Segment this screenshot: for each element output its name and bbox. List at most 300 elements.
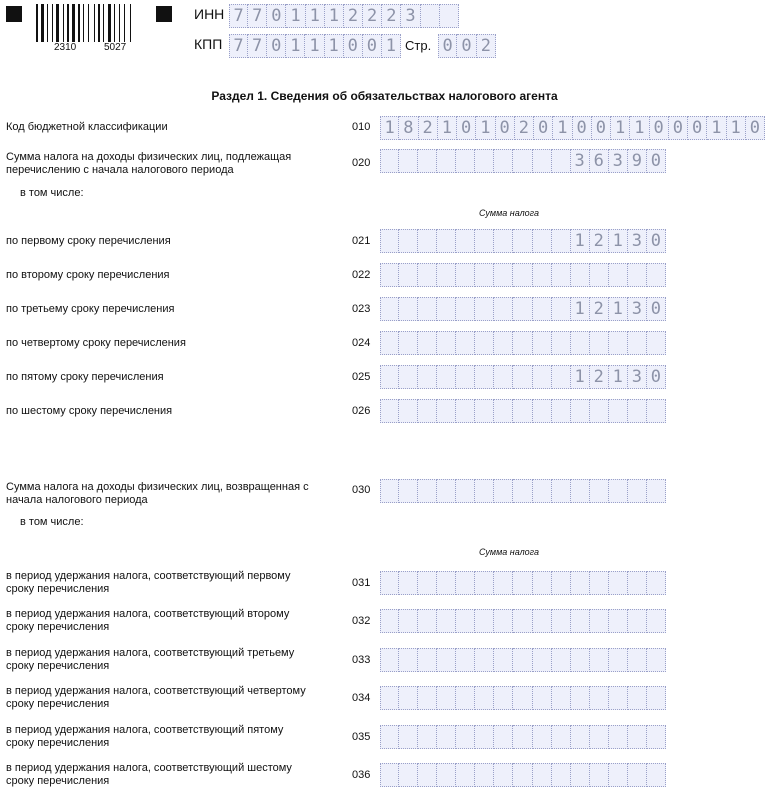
digit-cell xyxy=(380,648,399,672)
digit-cell xyxy=(418,571,437,595)
tax-due-row-field-024[interactable] xyxy=(380,331,666,355)
tax-returned-row-label-line2: сроку перечисления xyxy=(6,775,110,787)
digit-cell xyxy=(494,229,513,253)
digit-cell: 1 xyxy=(286,34,305,58)
tax-returned-column-header: Сумма налога xyxy=(479,547,540,557)
digit-cell xyxy=(590,763,609,787)
digit-cell xyxy=(513,331,532,355)
digit-cell: 0 xyxy=(647,229,666,253)
tax-returned-row-code: 035 xyxy=(352,731,371,743)
digit-cell xyxy=(513,725,532,749)
digit-cell: 1 xyxy=(611,116,630,140)
digit-cell xyxy=(399,149,418,173)
tax-due-row-field-026[interactable] xyxy=(380,399,666,423)
tax-returned-row-label-line1: в период удержания налога, соответствующий шестому xyxy=(6,762,292,774)
digit-cell: 7 xyxy=(229,4,248,28)
digit-cell: 1 xyxy=(325,4,344,28)
tax-due-label-line2: перечислению с начала налогового периода xyxy=(6,164,234,176)
digit-cell: 1 xyxy=(553,116,572,140)
digit-cell xyxy=(571,331,590,355)
digit-cell xyxy=(421,4,440,28)
digit-cell xyxy=(437,763,456,787)
digit-cell: 0 xyxy=(534,116,553,140)
digit-cell: 0 xyxy=(267,34,286,58)
digit-cell xyxy=(571,686,590,710)
digit-cell xyxy=(628,763,647,787)
tax-due-row-label: по второму сроку перечисления xyxy=(6,269,170,281)
digit-cell xyxy=(552,763,571,787)
digit-cell xyxy=(494,686,513,710)
inn-field[interactable] xyxy=(229,4,459,28)
digit-cell xyxy=(571,648,590,672)
digit-cell: 3 xyxy=(401,4,420,28)
digit-cell xyxy=(571,571,590,595)
digit-cell xyxy=(456,763,475,787)
barcode-number-left: 2310 xyxy=(54,42,77,53)
tax-returned-row-code: 032 xyxy=(352,615,371,627)
tax-returned-row-label-line1: в период удержания налога, соответствующий пятому xyxy=(6,724,284,736)
digit-cell xyxy=(590,263,609,287)
tax-due-row-code: 021 xyxy=(352,235,371,247)
page-number-field[interactable] xyxy=(438,34,496,58)
digit-cell: 3 xyxy=(628,365,647,389)
digit-cell: 2 xyxy=(419,116,438,140)
digit-cell: 2 xyxy=(590,365,609,389)
digit-cell xyxy=(380,399,399,423)
tax-due-row-code: 025 xyxy=(352,371,371,383)
digit-cell xyxy=(513,149,532,173)
digit-cell xyxy=(609,479,628,503)
digit-cell xyxy=(418,648,437,672)
digit-cell xyxy=(380,365,399,389)
tax-due-row-label: по шестому сроку перечисления xyxy=(6,405,173,417)
digit-cell xyxy=(437,686,456,710)
digit-cell xyxy=(552,297,571,321)
digit-cell xyxy=(418,725,437,749)
tax-returned-row-label-line1: в период удержания налога, соответствующий первому xyxy=(6,570,291,582)
digit-cell xyxy=(590,479,609,503)
digit-cell xyxy=(399,686,418,710)
digit-cell xyxy=(647,263,666,287)
tax-due-row-code: 026 xyxy=(352,405,371,417)
digit-cell: 1 xyxy=(609,365,628,389)
digit-cell xyxy=(418,365,437,389)
digit-cell xyxy=(380,263,399,287)
tax-due-row-label: по пятому сроку перечисления xyxy=(6,371,164,383)
tax-due-row-label: по первому сроку перечисления xyxy=(6,235,171,247)
digit-cell: 3 xyxy=(609,149,628,173)
digit-cell xyxy=(513,571,532,595)
digit-cell xyxy=(647,648,666,672)
digit-cell xyxy=(571,725,590,749)
digit-cell xyxy=(437,399,456,423)
digit-cell xyxy=(399,571,418,595)
tax-returned-row-field-036[interactable] xyxy=(380,763,666,787)
digit-cell xyxy=(437,297,456,321)
digit-cell xyxy=(533,648,552,672)
tax-returned-row-field-033[interactable] xyxy=(380,648,666,672)
digit-cell xyxy=(494,648,513,672)
digit-cell xyxy=(552,399,571,423)
digit-cell xyxy=(456,297,475,321)
digit-cell xyxy=(475,297,494,321)
digit-cell xyxy=(494,479,513,503)
digit-cell xyxy=(513,297,532,321)
digit-cell: 2 xyxy=(515,116,534,140)
kpp-field[interactable] xyxy=(229,34,401,58)
tax-returned-row-field-032[interactable] xyxy=(380,609,666,633)
digit-cell xyxy=(628,609,647,633)
digit-cell xyxy=(475,763,494,787)
digit-cell xyxy=(590,571,609,595)
digit-cell: 2 xyxy=(382,4,401,28)
tax-due-row-field-021[interactable] xyxy=(380,229,666,253)
digit-cell xyxy=(647,331,666,355)
digit-cell: 3 xyxy=(628,297,647,321)
digit-cell xyxy=(494,149,513,173)
digit-cell xyxy=(609,399,628,423)
digit-cell: 1 xyxy=(380,116,399,140)
digit-cell: 0 xyxy=(496,116,515,140)
tax-returned-row-label-line1: в период удержания налога, соответствующий четвертому xyxy=(6,685,306,697)
digit-cell xyxy=(380,297,399,321)
tax-returned-row-field-035[interactable] xyxy=(380,725,666,749)
digit-cell: 1 xyxy=(306,4,325,28)
digit-cell xyxy=(380,763,399,787)
digit-cell xyxy=(647,725,666,749)
tax-returned-row-code: 031 xyxy=(352,577,371,589)
digit-cell xyxy=(475,686,494,710)
digit-cell xyxy=(456,686,475,710)
tax-returned-row-label-line2: сроку перечисления xyxy=(6,698,110,710)
digit-cell xyxy=(552,331,571,355)
digit-cell xyxy=(418,609,437,633)
digit-cell: 0 xyxy=(363,34,382,58)
digit-cell xyxy=(494,609,513,633)
digit-cell xyxy=(380,479,399,503)
digit-cell xyxy=(533,149,552,173)
digit-cell: 0 xyxy=(647,365,666,389)
tax-due-row-label: по третьему сроку перечисления xyxy=(6,303,175,315)
digit-cell: 1 xyxy=(727,116,746,140)
digit-cell xyxy=(609,571,628,595)
digit-cell xyxy=(494,763,513,787)
digit-cell xyxy=(609,648,628,672)
kbk-label: Код бюджетной классификации xyxy=(6,121,168,133)
digit-cell xyxy=(513,263,532,287)
kbk-field[interactable] xyxy=(380,116,765,140)
digit-cell xyxy=(590,399,609,423)
tax-due-field[interactable] xyxy=(380,149,666,173)
barcode-number-right: 5027 xyxy=(104,42,127,53)
digit-cell: 7 xyxy=(248,4,267,28)
digit-cell xyxy=(475,229,494,253)
digit-cell xyxy=(647,571,666,595)
tax-returned-row-code: 036 xyxy=(352,769,371,781)
corner-marker-left xyxy=(6,6,22,22)
digit-cell: 2 xyxy=(590,229,609,253)
tax-returned-row-label-line1: в период удержания налога, соответствующий третьему xyxy=(6,647,295,659)
digit-cell: 0 xyxy=(688,116,707,140)
digit-cell xyxy=(628,648,647,672)
digit-cell: 0 xyxy=(647,149,666,173)
tax-returned-field[interactable] xyxy=(380,479,666,503)
digit-cell: 3 xyxy=(571,149,590,173)
digit-cell xyxy=(475,571,494,595)
digit-cell xyxy=(513,648,532,672)
tax-returned-label-line1: Сумма налога на доходы физических лиц, возвращенная с xyxy=(6,481,309,493)
corner-marker-right xyxy=(156,6,172,22)
digit-cell xyxy=(475,399,494,423)
page-label: Стр. xyxy=(405,38,432,53)
digit-cell xyxy=(475,331,494,355)
digit-cell: 0 xyxy=(438,34,457,58)
digit-cell xyxy=(609,686,628,710)
digit-cell xyxy=(552,479,571,503)
digit-cell xyxy=(628,571,647,595)
digit-cell xyxy=(475,263,494,287)
digit-cell xyxy=(609,763,628,787)
digit-cell: 8 xyxy=(399,116,418,140)
digit-cell xyxy=(533,609,552,633)
digit-cell xyxy=(609,331,628,355)
digit-cell xyxy=(456,648,475,672)
digit-cell xyxy=(533,479,552,503)
digit-cell xyxy=(456,725,475,749)
digit-cell xyxy=(380,229,399,253)
tax-returned-row-label-line2: сроку перечисления xyxy=(6,660,110,672)
digit-cell: 1 xyxy=(571,229,590,253)
digit-cell xyxy=(456,571,475,595)
digit-cell xyxy=(513,229,532,253)
digit-cell xyxy=(456,331,475,355)
digit-cell xyxy=(475,648,494,672)
kbk-code: 010 xyxy=(352,121,371,133)
tax-due-code: 020 xyxy=(352,157,371,169)
digit-cell xyxy=(456,609,475,633)
digit-cell xyxy=(533,686,552,710)
digit-cell xyxy=(380,725,399,749)
digit-cell xyxy=(456,365,475,389)
digit-cell xyxy=(628,399,647,423)
tax-due-column-header: Сумма налога xyxy=(479,208,540,218)
digit-cell: 1 xyxy=(476,116,495,140)
digit-cell xyxy=(552,609,571,633)
digit-cell: 0 xyxy=(457,116,476,140)
digit-cell: 1 xyxy=(707,116,726,140)
digit-cell: 2 xyxy=(477,34,496,58)
digit-cell xyxy=(475,609,494,633)
inn-label: ИНН xyxy=(194,6,225,22)
digit-cell xyxy=(440,4,459,28)
digit-cell xyxy=(418,331,437,355)
digit-cell: 1 xyxy=(609,229,628,253)
digit-cell xyxy=(399,229,418,253)
digit-cell: 1 xyxy=(630,116,649,140)
digit-cell xyxy=(475,725,494,749)
digit-cell xyxy=(437,263,456,287)
digit-cell xyxy=(609,609,628,633)
digit-cell xyxy=(571,479,590,503)
digit-cell xyxy=(513,479,532,503)
digit-cell: 1 xyxy=(286,4,305,28)
digit-cell: 1 xyxy=(609,297,628,321)
digit-cell xyxy=(571,399,590,423)
digit-cell xyxy=(571,763,590,787)
digit-cell: 0 xyxy=(650,116,669,140)
digit-cell xyxy=(552,571,571,595)
digit-cell: 7 xyxy=(248,34,267,58)
digit-cell xyxy=(533,725,552,749)
tax-returned-code: 030 xyxy=(352,484,371,496)
digit-cell xyxy=(399,763,418,787)
digit-cell xyxy=(628,263,647,287)
tax-due-row-code: 023 xyxy=(352,303,371,315)
tax-returned-row-field-031[interactable] xyxy=(380,571,666,595)
digit-cell: 2 xyxy=(344,4,363,28)
digit-cell xyxy=(437,331,456,355)
digit-cell xyxy=(513,365,532,389)
digit-cell xyxy=(647,609,666,633)
digit-cell xyxy=(552,263,571,287)
digit-cell xyxy=(399,725,418,749)
digit-cell xyxy=(456,479,475,503)
digit-cell xyxy=(571,609,590,633)
digit-cell xyxy=(513,399,532,423)
digit-cell xyxy=(418,686,437,710)
digit-cell xyxy=(647,479,666,503)
digit-cell: 0 xyxy=(592,116,611,140)
digit-cell xyxy=(628,479,647,503)
tax-due-row-field-025[interactable] xyxy=(380,365,666,389)
digit-cell xyxy=(456,263,475,287)
digit-cell: 1 xyxy=(325,34,344,58)
digit-cell: 6 xyxy=(590,149,609,173)
kpp-label: КПП xyxy=(194,36,223,52)
digit-cell xyxy=(628,686,647,710)
digit-cell: 1 xyxy=(382,34,401,58)
tax-returned-row-label-line2: сроку перечисления xyxy=(6,583,110,595)
digit-cell xyxy=(552,365,571,389)
digit-cell xyxy=(552,725,571,749)
digit-cell: 0 xyxy=(344,34,363,58)
digit-cell xyxy=(456,149,475,173)
digit-cell xyxy=(494,725,513,749)
digit-cell xyxy=(533,365,552,389)
digit-cell xyxy=(456,399,475,423)
digit-cell xyxy=(533,263,552,287)
digit-cell xyxy=(494,331,513,355)
digit-cell xyxy=(609,725,628,749)
digit-cell xyxy=(418,479,437,503)
digit-cell: 2 xyxy=(590,297,609,321)
digit-cell xyxy=(533,297,552,321)
digit-cell: 1 xyxy=(305,34,324,58)
digit-cell: 1 xyxy=(438,116,457,140)
digit-cell xyxy=(418,263,437,287)
digit-cell xyxy=(513,609,532,633)
tax-due-row-field-022[interactable] xyxy=(380,263,666,287)
digit-cell xyxy=(437,229,456,253)
digit-cell xyxy=(380,609,399,633)
digit-cell xyxy=(513,686,532,710)
tax-due-including: в том числе: xyxy=(20,187,84,199)
digit-cell xyxy=(647,763,666,787)
digit-cell xyxy=(437,365,456,389)
digit-cell xyxy=(494,365,513,389)
digit-cell xyxy=(418,763,437,787)
digit-cell xyxy=(628,331,647,355)
digit-cell: 7 xyxy=(229,34,248,58)
digit-cell xyxy=(380,149,399,173)
digit-cell xyxy=(590,686,609,710)
digit-cell: 2 xyxy=(363,4,382,28)
digit-cell xyxy=(590,725,609,749)
digit-cell: 0 xyxy=(669,116,688,140)
tax-due-row-field-023[interactable] xyxy=(380,297,666,321)
tax-due-row-code: 024 xyxy=(352,337,371,349)
tax-returned-row-code: 034 xyxy=(352,692,371,704)
digit-cell xyxy=(590,648,609,672)
digit-cell xyxy=(380,686,399,710)
digit-cell xyxy=(399,479,418,503)
digit-cell: 0 xyxy=(457,34,476,58)
digit-cell xyxy=(628,725,647,749)
digit-cell xyxy=(437,609,456,633)
digit-cell xyxy=(437,571,456,595)
digit-cell xyxy=(552,648,571,672)
digit-cell xyxy=(475,479,494,503)
digit-cell xyxy=(418,297,437,321)
digit-cell xyxy=(399,365,418,389)
digit-cell: 3 xyxy=(628,229,647,253)
digit-cell xyxy=(590,609,609,633)
digit-cell xyxy=(380,331,399,355)
digit-cell xyxy=(494,571,513,595)
digit-cell: 1 xyxy=(571,297,590,321)
tax-due-row-code: 022 xyxy=(352,269,371,281)
tax-returned-row-field-034[interactable] xyxy=(380,686,666,710)
digit-cell xyxy=(399,263,418,287)
digit-cell: 0 xyxy=(267,4,286,28)
tax-returned-row-label-line1: в период удержания налога, соответствующий второму xyxy=(6,608,290,620)
digit-cell xyxy=(494,297,513,321)
digit-cell xyxy=(399,609,418,633)
digit-cell xyxy=(399,648,418,672)
digit-cell xyxy=(418,399,437,423)
digit-cell xyxy=(533,399,552,423)
digit-cell xyxy=(475,149,494,173)
digit-cell xyxy=(399,297,418,321)
digit-cell xyxy=(590,331,609,355)
tax-returned-including: в том числе: xyxy=(20,516,84,528)
digit-cell xyxy=(494,399,513,423)
digit-cell: 0 xyxy=(746,116,765,140)
digit-cell xyxy=(513,763,532,787)
digit-cell: 9 xyxy=(628,149,647,173)
tax-due-row-label: по четвертому сроку перечисления xyxy=(6,337,186,349)
digit-cell xyxy=(552,686,571,710)
digit-cell xyxy=(437,725,456,749)
digit-cell xyxy=(647,686,666,710)
digit-cell xyxy=(437,648,456,672)
digit-cell xyxy=(533,571,552,595)
tax-returned-row-code: 033 xyxy=(352,654,371,666)
digit-cell xyxy=(552,229,571,253)
digit-cell xyxy=(418,149,437,173)
tax-returned-row-label-line2: сроку перечисления xyxy=(6,621,110,633)
barcode xyxy=(36,4,142,42)
